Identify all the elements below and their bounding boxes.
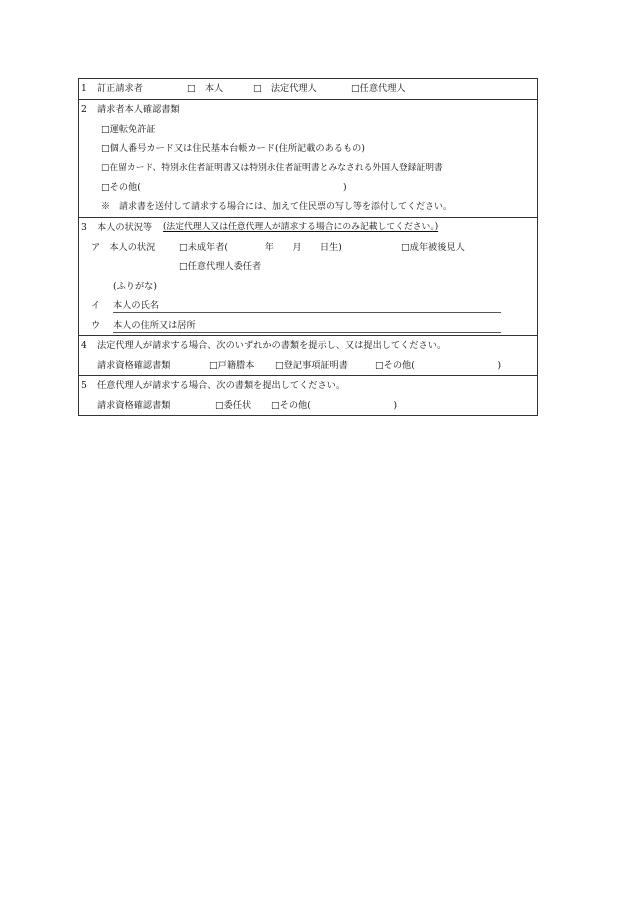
checkbox-legal-agent[interactable]: □ 法定代理人 bbox=[253, 83, 317, 94]
principal-name-line[interactable] bbox=[113, 312, 501, 313]
section-number: 1 bbox=[81, 83, 87, 94]
checkbox-other-voluntary[interactable]: □その他( ) bbox=[271, 399, 398, 411]
checkbox-minor[interactable]: □未成年者( 年 月 日生) bbox=[179, 241, 342, 253]
checkbox-power-of-attorney[interactable]: □委任状 bbox=[215, 399, 252, 411]
name-prefix: イ bbox=[91, 300, 101, 311]
checkbox-other-document[interactable]: □その他( ) bbox=[101, 182, 347, 193]
checkbox-residence-card[interactable]: □在留カード、特別永住者証明書又は特別永住者証明書とみなされる外国人登録証明書 bbox=[101, 162, 443, 173]
section-number: 2 bbox=[81, 104, 87, 115]
status-label: ア 本人の状況 bbox=[91, 241, 156, 253]
section-title: 請求者本人確認書類 bbox=[97, 104, 180, 115]
checkbox-family-register[interactable]: □戸籍謄本 bbox=[209, 359, 255, 371]
section-number: 5 bbox=[81, 380, 87, 391]
attachment-note: ※ 請求書を送付して請求する場合には、加えて住民票の写し等を添付してください。 bbox=[101, 201, 453, 212]
principal-address-line[interactable] bbox=[113, 332, 501, 333]
section-identity-documents bbox=[79, 99, 537, 217]
section-title: 任意代理人が請求する場合、次の書類を提出してください。 bbox=[97, 380, 346, 391]
checkbox-voluntary-agent[interactable]: □任意代理人 bbox=[351, 83, 406, 94]
checkbox-my-number-card[interactable]: □個人番号カード又は住民基本台帳カード(住所記載のあるもの) bbox=[101, 143, 365, 154]
section-number: 3 bbox=[81, 222, 87, 233]
checkbox-registry-certificate[interactable]: □登記事項証明書 bbox=[275, 359, 348, 371]
section-number: 4 bbox=[81, 340, 87, 351]
principal-name-label: 本人の氏名 bbox=[113, 300, 159, 311]
address-prefix: ウ bbox=[91, 319, 101, 331]
eligibility-docs-label: 請求資格確認書類 bbox=[97, 359, 171, 371]
requester-label: 訂正請求者 bbox=[97, 83, 143, 94]
checkbox-voluntary-principal[interactable]: □任意代理人委任者 bbox=[179, 261, 262, 272]
checkbox-other-legal[interactable]: □その他( ) bbox=[375, 359, 502, 371]
section-title: 法定代理人が請求する場合、次のいずれかの書類を提示し、又は提出してください。 bbox=[97, 340, 447, 351]
eligibility-docs-label: 請求資格確認書類 bbox=[97, 399, 171, 411]
section-principal-status bbox=[79, 217, 537, 335]
section-legal-agent-documents bbox=[79, 335, 537, 375]
principal-address-label: 本人の住所又は居所 bbox=[113, 319, 196, 331]
furigana-label: (ふりがな) bbox=[113, 280, 157, 292]
section-voluntary-agent-documents bbox=[79, 375, 537, 415]
checkbox-adult-ward[interactable]: □成年被後見人 bbox=[401, 241, 465, 253]
checkbox-self[interactable]: □ 本人 bbox=[187, 83, 224, 94]
section-title: 本人の状況等 bbox=[97, 222, 153, 233]
section-title-note: (法定代理人又は任意代理人が請求する場合にのみ記載してください。) bbox=[163, 222, 439, 232]
section-requester bbox=[79, 79, 537, 99]
correction-request-form bbox=[78, 78, 538, 416]
checkbox-drivers-license[interactable]: □運転免許証 bbox=[101, 123, 156, 135]
